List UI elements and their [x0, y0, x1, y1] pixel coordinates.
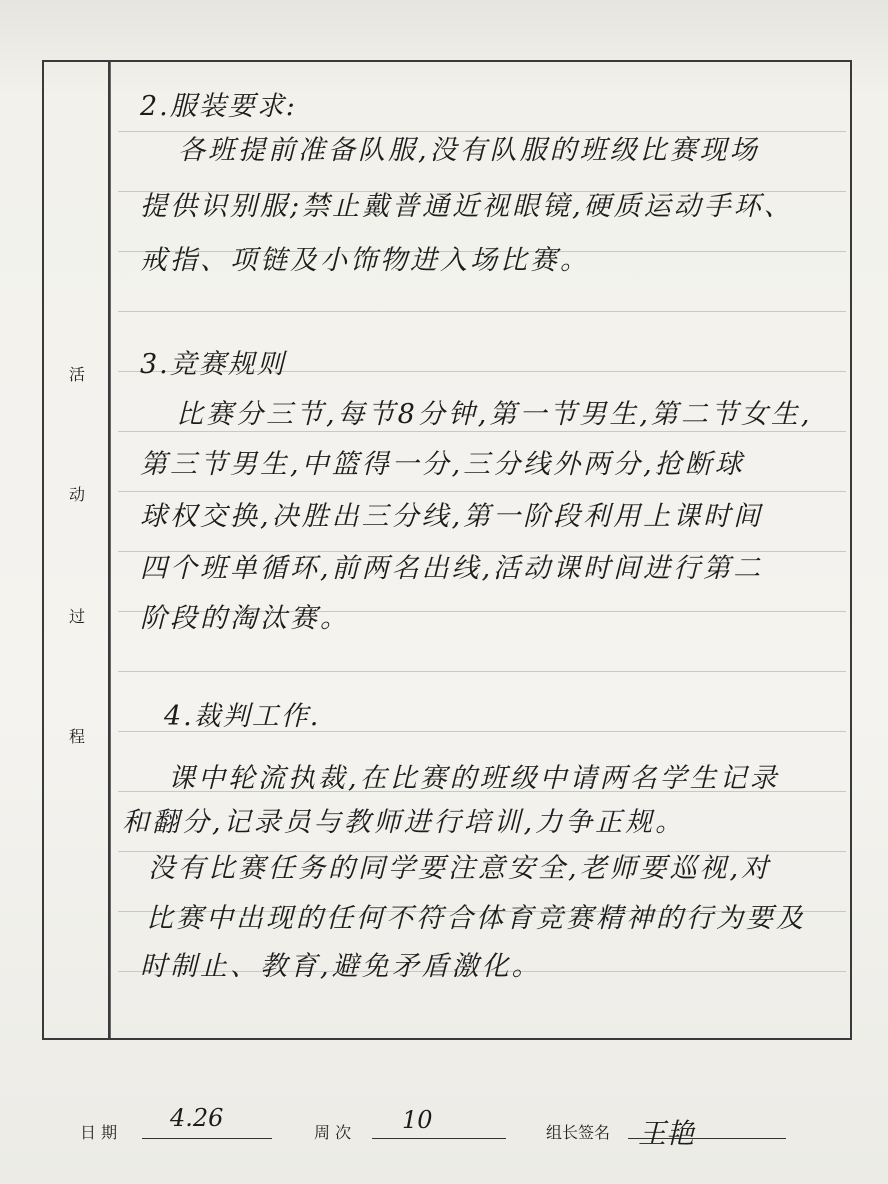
week-underline	[372, 1138, 506, 1139]
handwritten-line: 课中轮流执裁,在比赛的班级中请两名学生记录	[168, 763, 780, 794]
handwritten-line: 四个班单循环,前两名出线,活动课时间进行第二	[140, 553, 764, 584]
handwritten-line: 阶段的淘汰赛。	[140, 603, 350, 634]
handwritten-line: 戒指、项链及小饰物进入场比赛。	[140, 245, 590, 276]
side-label-column	[44, 62, 110, 1038]
handwritten-line: 没有比赛任务的同学要注意安全,老师要巡视,对	[148, 853, 772, 884]
leader-signature-label: 组长签名	[546, 1123, 611, 1142]
date-underline	[142, 1138, 272, 1139]
week-label: 周 次	[314, 1123, 352, 1142]
ruled-line	[118, 311, 846, 312]
week-value: 10	[402, 1106, 433, 1134]
handwritten-line: 时制止、教育,避免矛盾激化。	[140, 951, 542, 982]
margin-line	[110, 62, 114, 1038]
handwritten-heading-rules: 3.竞赛规则	[140, 349, 286, 380]
handwritten-line: 球权交换,决胜出三分线,第一阶段利用上课时间	[140, 501, 764, 532]
handwritten-heading-referee: 4.裁判工作.	[164, 701, 321, 732]
handwritten-line: 第三节男生,中篮得一分,三分线外两分,抢断球	[140, 449, 745, 480]
side-label-char: 过	[68, 607, 85, 626]
ruled-line	[118, 431, 846, 432]
handwritten-line: 比赛分三节,每节8分钟,第一节男生,第二节女生,	[176, 399, 813, 430]
side-label-char: 活	[68, 365, 85, 384]
handwritten-line: 提供识别服;禁止戴普通近视眼镜,硬质运动手环、	[140, 191, 794, 222]
handwritten-line: 和翻分,记录员与教师进行培训,力争正规。	[122, 807, 686, 838]
handwritten-line: 各班提前准备队服,没有队服的班级比赛现场	[178, 135, 760, 166]
handwritten-heading-clothing: 2.服装要求:	[140, 91, 297, 122]
handwritten-line: 比赛中出现的任何不符合体育竞赛精神的行为要及	[146, 903, 806, 934]
ruled-line	[118, 671, 846, 672]
leader-signature: 王艳	[638, 1117, 695, 1150]
date-label: 日 期	[80, 1123, 118, 1142]
date-value: 4.26	[170, 1104, 224, 1132]
side-label-char: 动	[68, 485, 85, 504]
ruled-line	[118, 491, 846, 492]
side-label-char: 程	[68, 727, 85, 746]
